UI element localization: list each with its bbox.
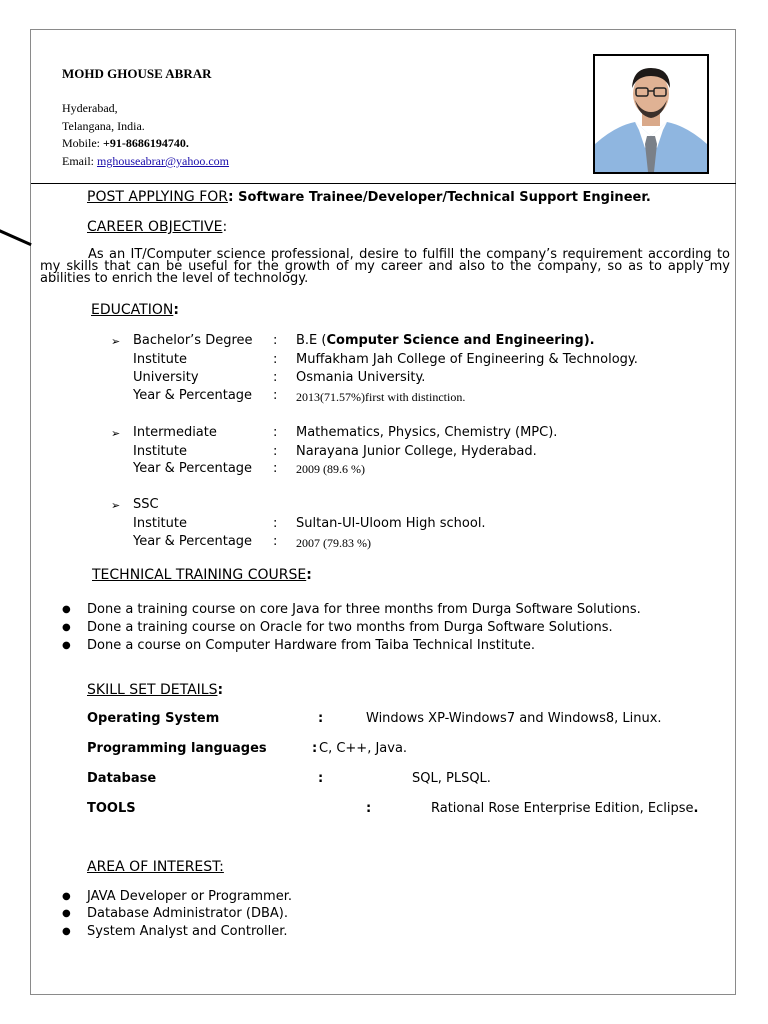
- colon: :: [273, 534, 278, 549]
- skills-line: [87, 682, 223, 698]
- colon: :: [273, 516, 278, 531]
- tools-end: .: [693, 801, 699, 816]
- colon: :: [318, 771, 324, 786]
- bullet-icon: ●: [62, 604, 71, 615]
- post-applying-colon: :: [228, 189, 234, 205]
- colon: :: [273, 388, 278, 403]
- arrow-bullet-icon: ➢: [111, 335, 121, 348]
- interest-heading: AREA OF INTEREST:: [87, 859, 224, 875]
- tools-line: [431, 801, 698, 816]
- bachelor-university-label: University: [133, 370, 199, 385]
- bullet-icon: ●: [62, 908, 71, 919]
- colon: :: [273, 333, 278, 348]
- bullet-icon: ●: [62, 891, 71, 902]
- intermediate-year: 2009 (89.6 %): [296, 462, 365, 476]
- os-label: Operating System: [87, 711, 220, 726]
- colon: :: [318, 711, 324, 726]
- training-line: [92, 567, 312, 583]
- colon: :: [366, 801, 372, 816]
- colon: :: [273, 461, 278, 476]
- bachelor-degree-prefix: B.E (: [296, 333, 327, 348]
- intermediate-institute: Narayana Junior College, Hyderabad.: [296, 444, 537, 459]
- bullet-icon: ●: [62, 926, 71, 937]
- programming-value: C, C++, Java.: [319, 741, 408, 756]
- colon: :: [273, 352, 278, 367]
- post-applying-line: [87, 189, 651, 205]
- email-label: Email:: [62, 154, 97, 168]
- mobile-line: [62, 136, 189, 151]
- training-item: Done a course on Computer Hardware from Taiba Technical Institute.: [87, 638, 536, 653]
- education-colon: :: [173, 302, 179, 318]
- database-value: SQL, PLSQL.: [412, 771, 491, 786]
- bachelor-label: Bachelor’s Degree: [133, 333, 253, 348]
- skills-colon: :: [217, 682, 224, 698]
- ssc-institute: Sultan-Ul-Uloom High school.: [296, 516, 486, 531]
- training-item: Done a training course on core Java for three months from Durga Software Solutions.: [87, 602, 641, 617]
- candidate-name: MOHD GHOUSE ABRAR: [62, 66, 212, 81]
- post-applying-heading: POST APPLYING FOR: [87, 189, 229, 205]
- arrow-bullet-icon: ➢: [111, 427, 121, 440]
- intermediate-label: Intermediate: [133, 425, 217, 440]
- ssc-institute-label: Institute: [133, 516, 187, 531]
- ssc-label: SSC: [133, 497, 159, 512]
- training-item: Done a training course on Oracle for two months from Durga Software Solutions.: [87, 620, 613, 635]
- tools-value: Rational Rose Enterprise Edition, Eclipse: [431, 801, 694, 816]
- colon: :: [312, 741, 318, 756]
- bachelor-university: Osmania University.: [296, 370, 426, 385]
- profile-photo-image: [595, 56, 707, 172]
- os-value: Windows XP-Windows7 and Windows8, Linux.: [366, 711, 662, 726]
- post-applying-value: Software Trainee/Developer/Technical Support Engineer.: [233, 190, 651, 205]
- interest-item: System Analyst and Controller.: [87, 924, 288, 939]
- intermediate-institute-label: Institute: [133, 444, 187, 459]
- email-line: [62, 154, 229, 169]
- profile-photo: [593, 54, 709, 174]
- mobile-number: +91-8686194740.: [103, 136, 189, 150]
- bachelor-year-label: Year & Percentage: [133, 388, 253, 403]
- tools-label: TOOLS: [87, 801, 136, 816]
- ssc-year: 2007 (79.83 %): [296, 536, 371, 550]
- colon: :: [273, 425, 278, 440]
- career-objective-text: As an IT/Computer science professional, desire to fulfill the company’s requirement according to my skills that can be useful for the growth of my career and also to the company, so as to apply my abilities to enrich the level of technology.: [40, 247, 730, 286]
- arrow-bullet-icon: ➢: [111, 499, 121, 512]
- bullet-icon: ●: [62, 640, 71, 651]
- intermediate-year-label: Year & Percentage: [133, 461, 253, 476]
- ssc-year-label: Year & Percentage: [133, 534, 253, 549]
- education-heading: EDUCATION: [91, 302, 174, 318]
- interest-item: JAVA Developer or Programmer.: [87, 889, 292, 904]
- bachelor-institute-label: Institute: [133, 352, 187, 367]
- header-divider: [31, 183, 736, 184]
- interest-item: Database Administrator (DBA).: [87, 906, 289, 921]
- address-state: Telangana, India.: [62, 119, 145, 133]
- bachelor-degree-major: Computer Science and Engineering).: [326, 333, 595, 348]
- training-colon: :: [306, 567, 312, 583]
- colon: :: [273, 444, 278, 459]
- bachelor-degree: [296, 333, 595, 348]
- margin-mark: [0, 225, 32, 246]
- mobile-label: Mobile:: [62, 136, 103, 150]
- skills-heading: SKILL SET DETAILS: [87, 682, 218, 698]
- training-heading: TECHNICAL TRAINING COURSE: [92, 567, 307, 583]
- colon: :: [273, 370, 278, 385]
- career-objective-line: [87, 219, 227, 235]
- programming-label: Programming languages: [87, 741, 267, 756]
- email-link[interactable]: mghouseabrar@yahoo.com: [97, 154, 230, 168]
- address-city: Hyderabad,: [62, 101, 118, 115]
- database-label: Database: [87, 771, 157, 786]
- career-objective-colon: :: [222, 219, 228, 235]
- education-line: [91, 302, 179, 318]
- intermediate-subjects: Mathematics, Physics, Chemistry (MPC).: [296, 425, 558, 440]
- bachelor-year: 2013(71.57%)first with distinction.: [296, 390, 466, 404]
- bachelor-institute: Muffakham Jah College of Engineering & Technology.: [296, 352, 638, 367]
- career-objective-heading: CAREER OBJECTIVE: [87, 219, 223, 235]
- bullet-icon: ●: [62, 622, 71, 633]
